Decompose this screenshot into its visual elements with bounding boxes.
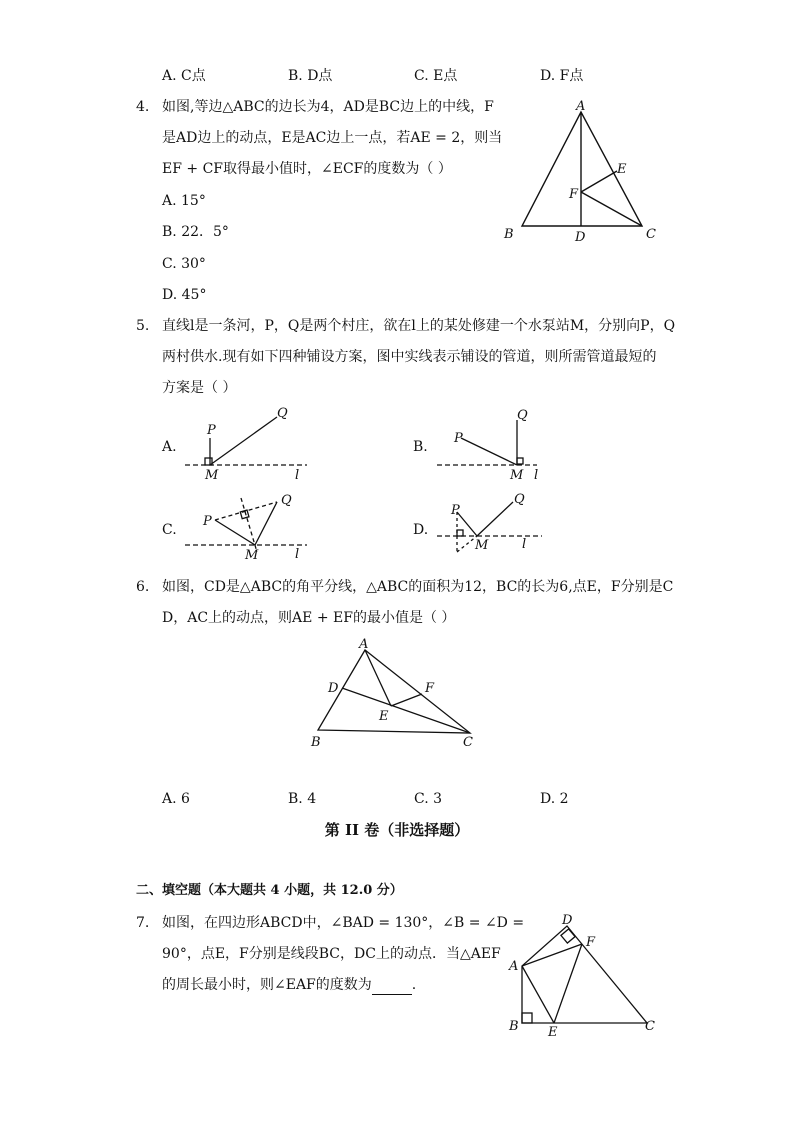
q6-label-d: D: [328, 681, 339, 696]
q5d-reflect-dashed: [457, 536, 477, 552]
q6-figure: [305, 630, 495, 755]
q7-figure: [503, 912, 673, 1042]
q4-label-a: A: [576, 99, 586, 114]
q5-option-a-figure: [185, 405, 315, 485]
q5-option-a-letter: A.: [162, 439, 177, 455]
q5-option-c-figure: [185, 490, 315, 570]
q7-stem-line-1: 如图，在四边形ABCD中，∠BAD = 130°，∠B = ∠D =: [162, 915, 525, 931]
q4-figure: [500, 100, 670, 250]
q5a-mq: [210, 417, 277, 465]
q5-option-b-figure: [437, 405, 557, 485]
q5-stem-line-3: 方案是（ ）: [162, 380, 237, 396]
q7-segment-ae: [522, 966, 554, 1023]
q4-label-e: E: [617, 162, 627, 177]
q6-label-f: F: [425, 681, 435, 696]
q4-stem-line-1: 如图,等边△ABC的边长为4，AD是BC边上的中线，F: [162, 99, 494, 115]
svg-text:M: M: [205, 468, 219, 483]
svg-text:P: P: [207, 423, 216, 438]
q5-stem-line-1: 直线l是一条河，P，Q是两个村庄，欲在l上的某处修建一个水泵站M，分别向P，Q: [162, 318, 676, 334]
q4-stem-line-2: 是AD边上的动点，E是AC边上一点，若AE = 2，则当: [162, 130, 503, 146]
q7-right-angle-b: [522, 1013, 532, 1023]
svg-text:P: P: [454, 431, 463, 446]
q6-triangle-abc: [318, 650, 470, 733]
q7-segment-ef: [554, 944, 582, 1023]
q6-bisector-cd: [342, 688, 470, 733]
q3-option-d: D. F点: [540, 68, 584, 84]
q7-quadrilateral-abcd: [522, 926, 647, 1023]
q5d-pm: [457, 512, 477, 536]
svg-text:M: M: [475, 538, 489, 553]
q5-option-b-letter: B.: [413, 439, 428, 455]
svg-text:l: l: [534, 468, 539, 483]
q4-segment-fe: [581, 171, 617, 192]
section-2-heading: 二、填空题（本大题共 4 小题，共 12.0 分）: [136, 883, 403, 898]
svg-text:Q: Q: [277, 406, 288, 421]
q4-label-c: C: [646, 227, 656, 242]
q4-stem-line-3: EF + CF取得最小值时，∠ECF的度数为（ ）: [162, 161, 452, 177]
q3-option-a: A. C点: [162, 68, 206, 84]
q5c-mq: [255, 502, 277, 545]
q5c-pm: [215, 520, 255, 545]
q5-stem-line-2: 两村供水.现有如下四种铺设方案，图中实线表示铺设的管道，则所需管道最短的: [162, 349, 657, 365]
q5b-right-angle: [517, 458, 523, 464]
q7-period: .: [411, 977, 417, 993]
q6-label-a: A: [359, 637, 369, 652]
q7-label-a: A: [509, 959, 519, 974]
q7-stem-line-2: 90°，点E，F分别是线段BC，DC上的动点．当△AEF: [162, 946, 501, 962]
q7-label-b: B: [509, 1019, 519, 1034]
part-2-title: 第 II 卷（非选择题）: [324, 821, 470, 839]
svg-text:M: M: [510, 468, 524, 483]
q4-number: 4.: [136, 99, 150, 115]
q3-option-b: B. D点: [288, 68, 333, 84]
q4-option-a: A. 15°: [162, 193, 206, 209]
q5-number: 5.: [136, 318, 150, 334]
q6-option-c: C. 3: [414, 791, 443, 807]
q6-label-b: B: [311, 735, 321, 750]
q4-option-c: C. 30°: [162, 256, 206, 272]
q5d-mq: [477, 502, 513, 536]
q5c-perp-bisector: [241, 498, 257, 552]
q7-number: 7.: [136, 915, 150, 931]
svg-text:P: P: [203, 514, 212, 529]
svg-text:l: l: [295, 468, 300, 483]
q5-option-d-letter: D.: [413, 522, 429, 538]
q6-stem-line-2: D，AC上的动点，则AE + EF的最小值是（ ）: [162, 610, 456, 626]
q5b-pm: [461, 438, 517, 465]
svg-text:M: M: [245, 548, 259, 563]
q7-label-c: C: [645, 1019, 655, 1034]
q7-label-d: D: [562, 913, 573, 928]
q7-label-f: F: [586, 935, 596, 950]
q4-label-d: D: [575, 230, 586, 245]
q6-stem-line-1: 如图，CD是△ABC的角平分线，△ABC的面积为12，BC的长为6,点E，F分别是C: [162, 579, 674, 595]
q6-number: 6.: [136, 579, 150, 595]
q3-option-c: C. E点: [414, 68, 458, 84]
q7-segment-af: [522, 944, 582, 966]
svg-text:l: l: [295, 547, 300, 562]
svg-text:Q: Q: [514, 492, 525, 507]
q6-option-a: A. 6: [162, 791, 190, 807]
q4-label-f: F: [569, 187, 579, 202]
svg-text:P: P: [451, 503, 460, 518]
q7-label-e: E: [548, 1025, 558, 1040]
q7-answer-blank[interactable]: [372, 980, 412, 995]
q7-stem-line-3: [162, 975, 416, 995]
q6-segment-ef: [391, 694, 422, 706]
q5c-right-angle: [240, 510, 249, 519]
q5-option-d-figure: [437, 490, 557, 570]
q6-option-d: D. 2: [540, 791, 569, 807]
q4-option-b: B. 22．5°: [162, 224, 229, 240]
q5d-right-angle: [457, 530, 463, 536]
q6-label-e: E: [379, 709, 389, 724]
q7-stem-text: 的周长最小时，则∠EAF的度数为: [162, 977, 372, 993]
svg-text:Q: Q: [517, 408, 528, 423]
q6-label-c: C: [463, 735, 473, 750]
q4-label-b: B: [504, 227, 514, 242]
svg-text:Q: Q: [281, 493, 292, 508]
svg-text:l: l: [522, 537, 527, 552]
q5-option-c-letter: C.: [162, 522, 177, 538]
q6-option-b: B. 4: [288, 791, 317, 807]
q4-option-d: D. 45°: [162, 287, 207, 303]
q7-right-angle-d: [561, 929, 575, 943]
